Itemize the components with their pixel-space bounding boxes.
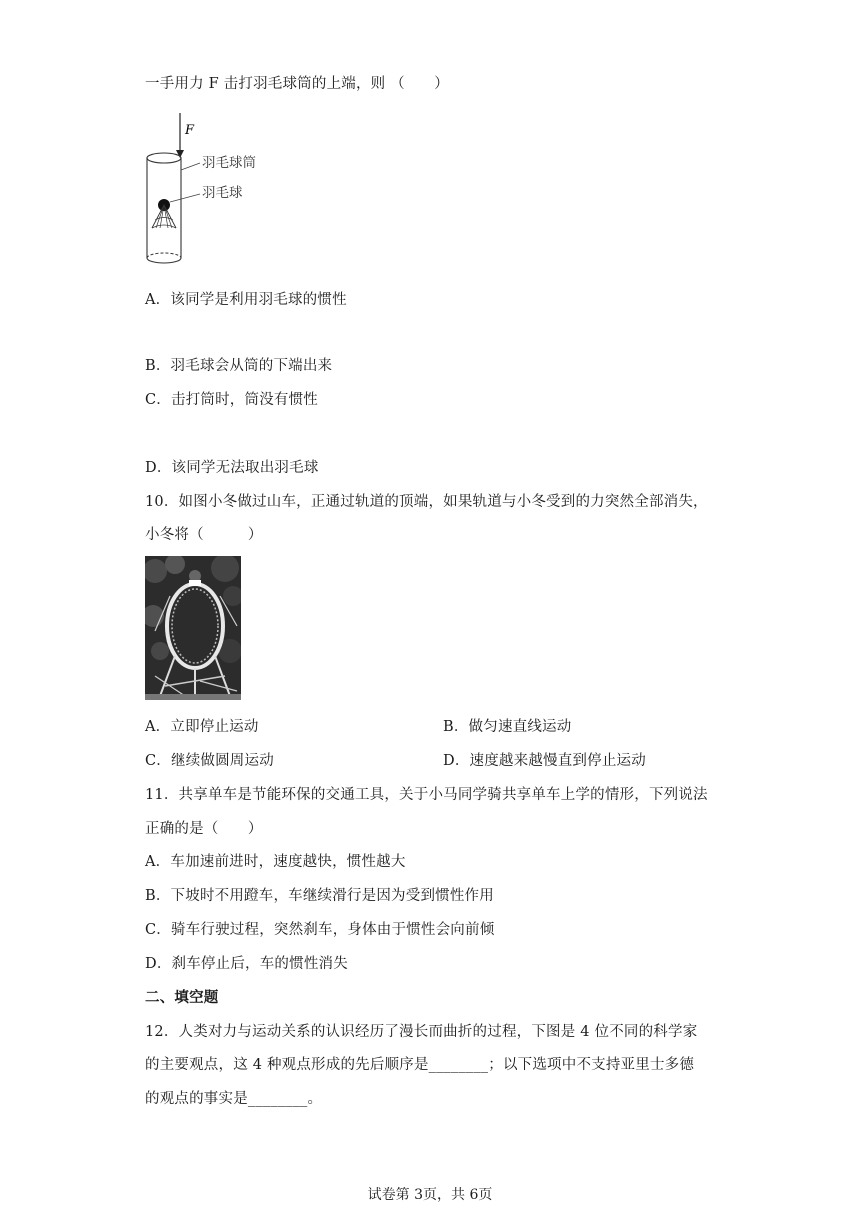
- q10-option-c: C．继续做圆周运动: [145, 753, 274, 769]
- tube-top-ellipse: [147, 153, 181, 163]
- q11-option-d: D．刹车停止后，车的惯性消失: [145, 956, 348, 972]
- q11-option-b: B．下坡时不用蹬车，车继续滑行是因为受到惯性作用: [145, 888, 494, 904]
- q10-option-b: B．做匀速直线运动: [443, 719, 572, 735]
- q10-stem-line2: 小冬将（ ）: [145, 527, 263, 543]
- q12-stem-line1: 12．人类对力与运动关系的认识经历了漫长而曲折的过程，下图是 4 位不同的科学家: [145, 1024, 698, 1040]
- q11-stem-line2: 正确的是（ ）: [145, 821, 263, 837]
- q9-option-c: C．击打筒时，筒没有惯性: [145, 392, 318, 408]
- q9-option-a: A．该同学是利用羽毛球的惯性: [145, 292, 347, 308]
- q12-stem-line3: 的观点的事实是________。: [145, 1091, 323, 1107]
- ball-label: 羽毛球: [202, 185, 243, 201]
- q10-option-d: D．速度越来越慢直到停止运动: [443, 753, 646, 769]
- q11-stem-line1: 11．共享单车是节能环保的交通工具，关于小马同学骑共享单车上学的情形，下列说法: [145, 787, 708, 803]
- q9-stem-tail: 一手用力 F 击打羽毛球筒的上端，则 （ ）: [145, 76, 449, 92]
- q11-option-c: C．骑车行驶过程，突然刹车，身体由于惯性会向前倾: [145, 922, 495, 938]
- section-heading: 二、填空题: [145, 989, 219, 1006]
- page-footer: 试卷第 3页，共 6页: [367, 1187, 493, 1203]
- roller-coaster-photo: [145, 556, 241, 700]
- q9-option-d: D．该同学无法取出羽毛球: [145, 460, 319, 476]
- q11-option-a: A．车加速前进时，速度越快，惯性越大: [145, 854, 406, 870]
- q12-stem-line2: 的主要观点，这 4 种观点形成的先后顺序是________；以下选项中不支持亚里士多德: [145, 1057, 695, 1073]
- q9-tube-figure: [140, 108, 290, 273]
- q10-stem-line1: 10．如图小冬做过山车，正通过轨道的顶端，如果轨道与小冬受到的力突然全部消失，: [145, 494, 708, 510]
- tube-label: 羽毛球筒: [202, 155, 256, 171]
- q9-option-b: B．羽毛球会从筒的下端出来: [145, 358, 333, 374]
- q10-option-a: A．立即停止运动: [145, 719, 259, 735]
- force-label: F: [185, 123, 195, 138]
